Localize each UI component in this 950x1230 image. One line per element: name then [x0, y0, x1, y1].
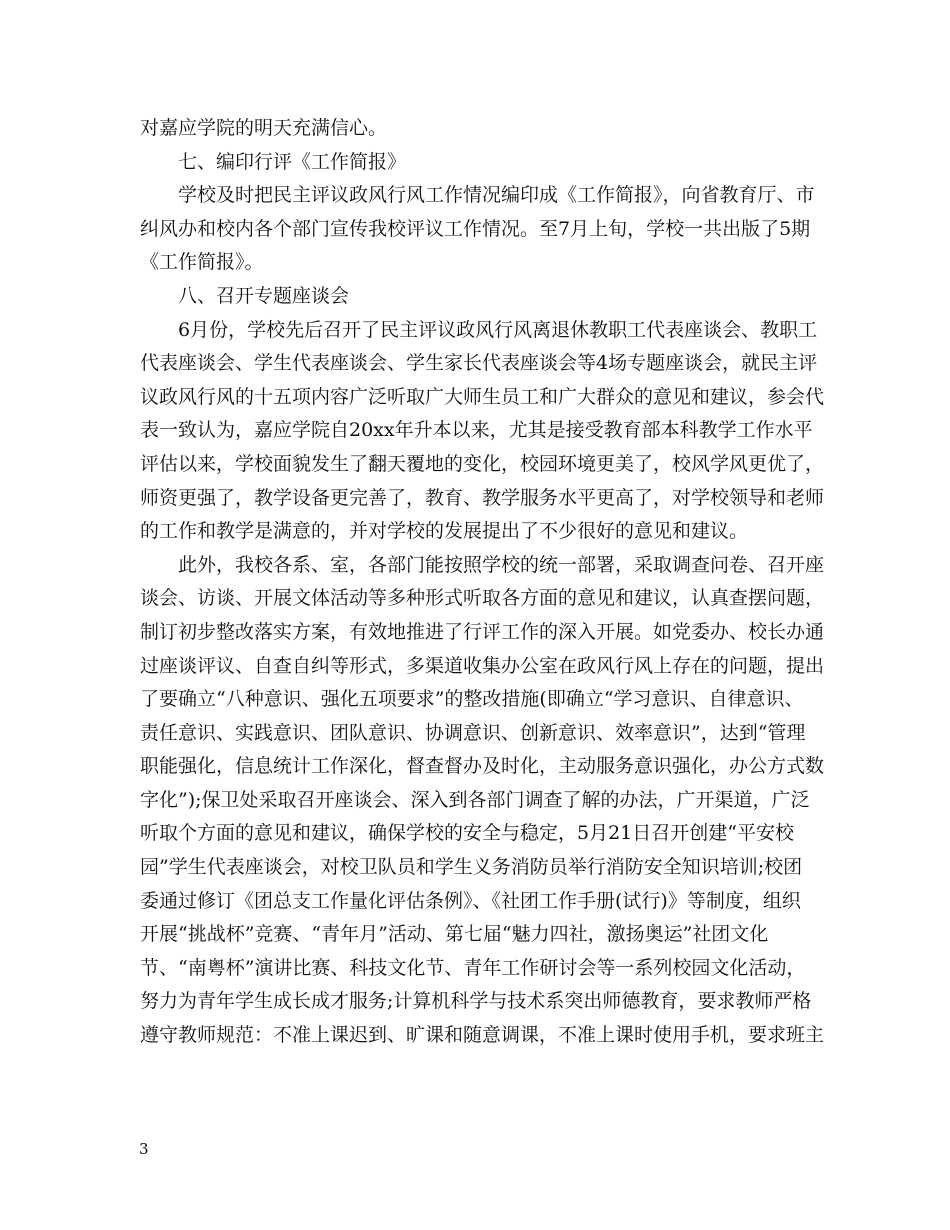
- text-line: 师资更强了，教学设备更完善了，教育、教学服务水平更高了，对学校领导和老师: [140, 486, 825, 509]
- document-body: [140, 112, 830, 1053]
- text-line: 努力为青年学生成长成才服务;计算机科学与技术系突出师德教育，要求教师严格: [140, 990, 812, 1013]
- text-line: 议政风行风的十五项内容广泛听取广大师生员工和广大群众的意见和建议，参会代: [140, 385, 825, 408]
- text-line: 八、召开专题座谈会: [178, 284, 350, 307]
- text-line: 对嘉应学院的明天充满信心。: [140, 117, 388, 139]
- text-line: 园”学生代表座谈会，对校卫队员和学生义务消防员举行消防安全知识培训;校团: [140, 856, 803, 879]
- page-number: 3: [139, 1140, 149, 1158]
- text-line: 6月份，学校先后召开了民主评议政风行风离退休教职工代表座谈会、教职工: [178, 318, 818, 341]
- text-line: 表一致认为，嘉应学院自20xx年升本以来，尤其是接受教育部本科教学工作水平: [140, 419, 813, 442]
- text-line: 七、编印行评《工作简报》: [178, 150, 407, 173]
- text-line: 遵守教师规范：不准上课迟到、旷课和随意调课，不准上课时使用手机，要求班主: [140, 1024, 825, 1047]
- text-line: 纠风办和校内各个部门宣传我校评议工作情况。至7月上旬，学校一共出版了5期: [140, 217, 811, 240]
- text-line: 委通过修订《团总支工作量化评估条例》、《社团工作手册(试行)》等制度，组织: [140, 889, 801, 912]
- text-line: 代表座谈会、学生代表座谈会、学生家长代表座谈会等4场专题座谈会，就民主评: [140, 352, 818, 375]
- text-line: 学校及时把民主评议政风行风工作情况编印成《工作简报》，向省教育厅、市: [178, 184, 815, 207]
- text-line: 了要确立“八种意识、强化五项要求”的整改措施(即确立“学习意识、自律意识、: [140, 688, 804, 711]
- text-line: 职能强化，信息统计工作深化，督查督办及时化，主动服务意识强化，办公方式数: [140, 755, 825, 778]
- text-line: 评估以来，学校面貌发生了翻天覆地的变化，校园环境更美了，校风学风更优了，: [140, 452, 825, 475]
- text-line: 制订初步整改落实方案，有效地推进了行评工作的深入开展。如党委办、校长办通: [140, 620, 825, 643]
- text-line: 此外，我校各系、室，各部门能按照学校的统一部署，采取调查问卷、召开座: [178, 553, 825, 576]
- text-line: 《工作简报》。: [140, 251, 264, 274]
- text-line: 开展“挑战杯”竞赛、“青年月”活动、第七届“魅力四社，激扬奥运”社团文化: [140, 923, 769, 946]
- text-line: 字化”);保卫处采取召开座谈会、深入到各部门调查了解的办法，广开渠道，广泛: [140, 788, 810, 811]
- text-line: 谈会、访谈、开展文体活动等多种形式听取各方面的意见和建议，认真查摆问题，: [140, 587, 825, 610]
- text-line: 节、“南粤杯”演讲比赛、科技文化节、青年工作研讨会等一系列校园文化活动，: [140, 956, 806, 979]
- text-line: 责任意识、实践意识、团队意识、协调意识、创新意识、效率意识”，达到“管理: [140, 721, 806, 744]
- text-line: 听取个方面的意见和建议，确保学校的安全与稳定，5月21日召开创建“平安校: [140, 822, 794, 845]
- text-line: 的工作和教学是满意的，并对学校的发展提出了不少很好的意见和建议。: [140, 520, 749, 543]
- text-line: 过座谈评议、自查自纠等形式，多渠道收集办公室在政风行风上存在的问题，提出: [140, 654, 825, 677]
